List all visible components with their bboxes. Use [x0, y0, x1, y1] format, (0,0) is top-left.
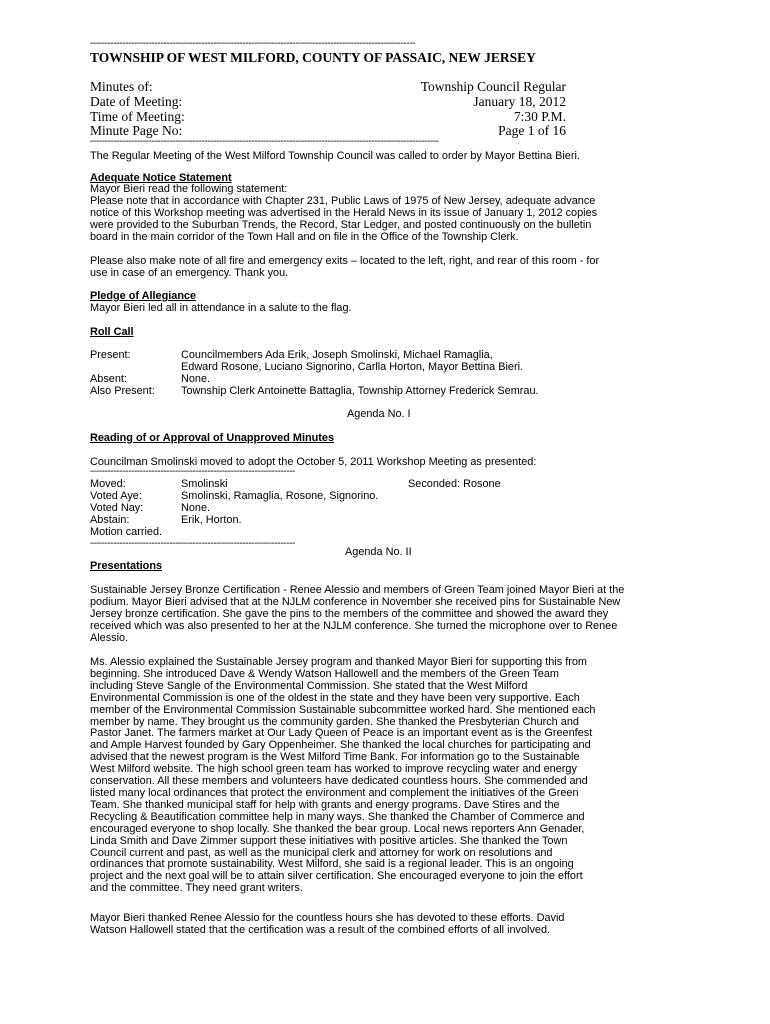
para-line: Alessio.: [90, 631, 129, 644]
para-line: Council current and past, as well as the municipal clerk and attorney for work on resolutions and: [90, 846, 553, 859]
vote-aye-label: Voted Aye:: [90, 489, 142, 502]
meta-value-minutes-of: Township Council Regular: [420, 79, 566, 94]
para-line: and Ample Harvest founded by Gary Oppenheimer. She thanked the local churches for participating and: [90, 739, 591, 752]
top-divider: ---------------------------------------------------------------------------------------------------------------: [90, 39, 416, 49]
pledge-text: Mayor Bieri led all in attendance in a salute to the flag.: [90, 302, 352, 314]
agenda-no-1: Agenda No. I: [347, 408, 411, 420]
meta-value-time: 7:30 P.M.: [513, 109, 566, 124]
para-line: conservation. All these members and volunteers have dedicated countless hours. She commended and: [90, 775, 588, 788]
para-line: beginning. She introduced Dave & Wendy Watson Hallowell and the members of the Green Team: [90, 667, 559, 680]
vote-aye-value: Smolinski, Ramaglia, Rosone, Signorino.: [181, 489, 379, 502]
pledge-heading: Pledge of Allegiance: [90, 290, 197, 302]
agenda-no-2: Agenda No. II: [345, 546, 412, 558]
roll-value-present: Councilmembers Ada Erik, Joseph Smolinski, Michael Ramaglia,: [181, 349, 493, 361]
presentations-para-1: [90, 585, 624, 645]
para-line: and the committee. They need grant writers.: [90, 882, 303, 895]
para-line: Team. She thanked municipal staff for help with grants and energy programs. Dave Stires and the: [90, 798, 560, 811]
para-line: member by name. They brought us the community garden. She thanked the Presbyterian Church and: [90, 715, 579, 728]
para-line: advised that the newest program is the West Milford Time Bank. For information go to the Sustainable: [90, 751, 580, 764]
motion-vote-table: [90, 479, 720, 539]
notice-line: board in the main corridor of the Town Hall and on file in the Office of the Township Clerk.: [90, 230, 519, 243]
header-divider: -----------------------------------------------------------------------------------------------------------------------: [90, 137, 439, 147]
motion-result: Motion carried.: [90, 525, 163, 538]
roll-label-also-present: Also Present:: [90, 384, 155, 397]
para-line: Watson Hallowell stated that the certification was a result of the combined efforts of all involved.: [90, 923, 551, 936]
notice-line: Please note that in accordance with Chapter 231, Public Laws of 1975 of New Jersey, adequate advance: [90, 194, 596, 207]
vote-nay-label: Voted Nay:: [90, 501, 144, 514]
vote-nay-value: None.: [181, 501, 211, 514]
para-line: Recycling & Beautification committee help in many ways. She thanked the Chamber of Commerce and: [90, 810, 585, 823]
para-line: including Steve Sangle of the Environmental Commission. She stated that the West Milford: [90, 679, 528, 692]
moved-label: Moved:: [90, 478, 126, 490]
intro-text: The Regular Meeting of the West Milford Township Council was called to order by Mayor Bettina Bieri.: [90, 150, 580, 162]
moved-value: Smolinski: [181, 478, 228, 490]
minutes-heading: Reading of or Approval of Unapproved Minutes: [90, 432, 335, 444]
roll-call-heading: Roll Call: [90, 326, 134, 338]
para-line: Sustainable Jersey Bronze Certification - Renee Alessio and members of Green Team joined Mayor Bieri at the: [90, 584, 625, 596]
notice-line: were provided to the Suburban Trends, the Record, Star Ledger, and posted continuously on the bulletin: [90, 218, 592, 231]
seconded-value: Seconded: Rosone: [408, 478, 501, 490]
minutes-motion-text: Councilman Smolinski moved to adopt the October 5, 2011 Workshop Meeting as presented:: [90, 456, 537, 468]
motion-divider: ----------------------------------------------------------------------: [90, 467, 296, 477]
presentations-para-2: [90, 657, 595, 895]
para-line: Environmental Commission is one of the oldest in the state and they have been very supportive. Each: [90, 691, 580, 704]
para-line: Ms. Alessio explained the Sustainable Jersey program and thanked Mayor Bieri for supporting this from: [90, 656, 587, 668]
roll-call-table: [90, 350, 720, 398]
emergency-line: Please also make note of all fire and emergency exits – located to the left, right, and rear of this room - for: [90, 255, 600, 267]
notice-line: notice of this Workshop meeting was advertised in the Herald News in its issue of January 1, 2012 copies: [90, 206, 598, 219]
para-line: encouraged everyone to shop locally. She thanked the bear group. Local news reporters Ann Genader,: [90, 822, 585, 835]
emergency-text: [90, 256, 599, 280]
para-line: listed many local ordinances that protect the environment and complement the initiatives of the Green: [90, 786, 579, 799]
para-line: project and the next goal will be to attain silver certification. She encouraged everyone to join the effort: [90, 870, 583, 883]
document-title: TOWNSHIP OF WEST MILFORD, COUNTY OF PASSAIC, NEW JERSEY: [90, 50, 536, 65]
adequate-notice-text: [90, 184, 597, 244]
meta-label-page: Minute Page No:: [90, 123, 183, 138]
roll-label-absent: Absent:: [90, 372, 127, 385]
para-line: Linda Smith and Dave Zimmer support these initiatives with positive articles. She thanked the Town: [90, 834, 568, 847]
motion-end-divider: ----------------------------------------------------------------------: [90, 539, 296, 549]
para-line: Jersey bronze certification. She gave the pins to the members of the committee and showed the award they: [90, 607, 609, 620]
emergency-line: use in case of an emergency. Thank you.: [90, 266, 289, 279]
presentations-heading: Presentations: [90, 560, 163, 572]
meta-label-time: Time of Meeting:: [90, 109, 185, 124]
adequate-notice-heading: Adequate Notice Statement: [90, 172, 232, 184]
abstain-value: Erik, Horton.: [181, 513, 242, 526]
meta-label-minutes-of: Minutes of:: [90, 79, 153, 94]
roll-value-absent: None.: [181, 372, 211, 385]
roll-label-present: Present:: [90, 349, 131, 361]
para-line: Pastor Janet. The farmers market at Our Lady Queen of Peace is an important event as is the Greenfest: [90, 727, 593, 740]
para-line: received which was also presented to her at the NJLM conference. She turned the microphone over to Renee: [90, 619, 618, 632]
roll-value-present-cont: Edward Rosone, Luciano Signorino, Carlla Horton, Mayor Bettina Bieri.: [181, 360, 524, 373]
notice-line: Mayor Bieri read the following statement:: [90, 183, 288, 195]
para-line: West Milford website. The high school green team has worked to improve recycling water and energy: [90, 763, 577, 776]
para-line: podium. Mayor Bieri advised that at the NJLM conference in November she received pins for Sustainable New: [90, 595, 621, 608]
meta-value-date: January 18, 2012: [473, 94, 566, 109]
para-line: ordinances that promote sustainability. West Milford, she said is a regional leader. This is an ongoing: [90, 858, 574, 871]
meta-value-page: Page 1 of 16: [498, 123, 566, 138]
para-line: Mayor Bieri thanked Renee Alessio for the countless hours she has devoted to these efforts. David: [90, 912, 565, 924]
abstain-label: Abstain:: [90, 513, 130, 526]
meta-label-date: Date of Meeting:: [90, 94, 183, 109]
para-line: member of the Environmental Commission Sustainable subcommittee worked hard. She mentioned each: [90, 703, 596, 716]
presentations-para-3: [90, 913, 564, 937]
roll-value-also-present: Township Clerk Antoinette Battaglia, Township Attorney Frederick Semrau.: [181, 384, 539, 397]
